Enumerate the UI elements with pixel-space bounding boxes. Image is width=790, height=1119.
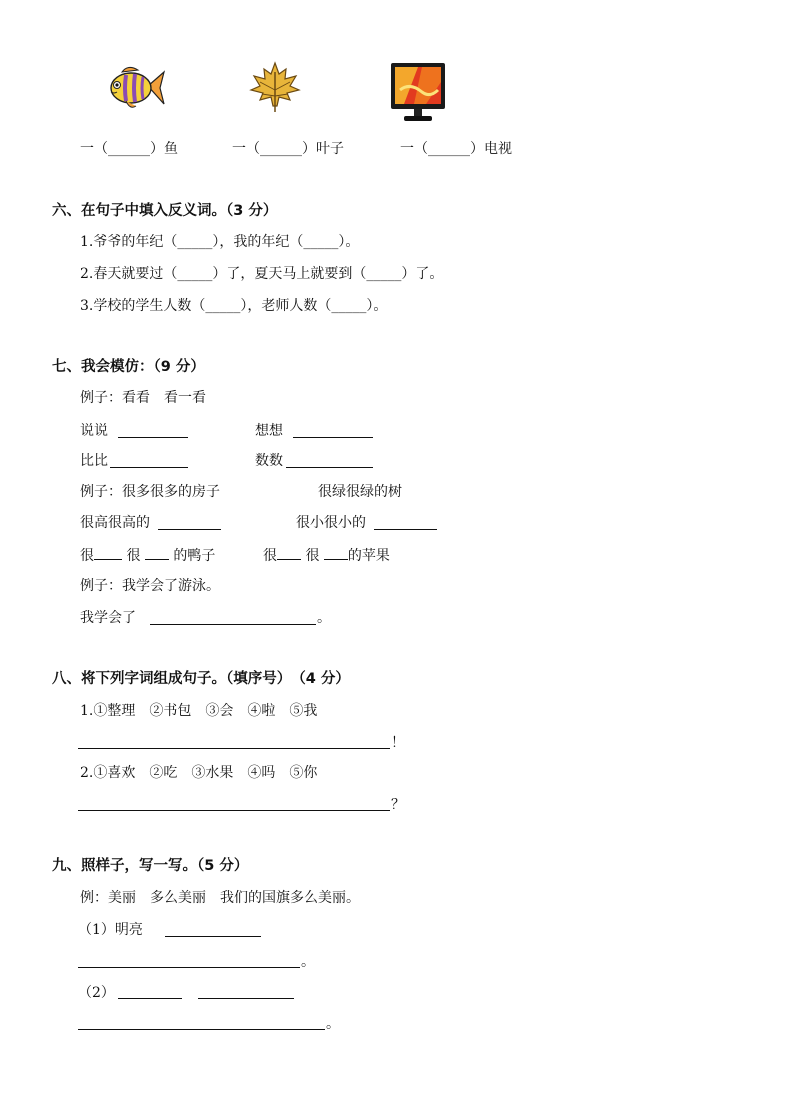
imitation-phrase-tall: 很高很高的 (80, 515, 150, 531)
imitation-word-shushu: 数数 (255, 453, 283, 469)
antonym-sentence-2[interactable]: 2.春天就要过（_____）了，夏天马上就要到（_____）了。 (80, 266, 444, 282)
imitation-sentence-prompt: 我学会了 (80, 610, 136, 626)
answer-line[interactable] (374, 529, 437, 530)
imitation-word-shuoshuo: 说说 (80, 423, 108, 439)
section-9-heading: 九、照样子，写一写。（5 分） (52, 858, 249, 874)
answer-line[interactable] (110, 467, 188, 468)
imitation-example-1: 例子：看看 看一看 (80, 390, 206, 406)
answer-line[interactable] (198, 998, 294, 999)
write-example: 例：美丽 多么美丽 我们的国旗多么美丽。 (80, 890, 360, 906)
answer-line[interactable] (165, 936, 261, 937)
sentence-end-mark: 。 (317, 610, 331, 626)
imitation-example-2-right: 很绿很绿的树 (318, 484, 402, 500)
answer-blank[interactable] (145, 545, 169, 560)
sentence-end-mark: 。 (326, 1016, 340, 1032)
answer-line[interactable] (286, 467, 373, 468)
imitation-duck-phrase: 很 很 的鸭子 (80, 545, 215, 565)
word-order-question-1: 1.①整理 ②书包 ③会 ④啦 ⑤我 (80, 703, 318, 719)
fish-measure-word-item: 一（______）鱼 (80, 141, 178, 157)
section-6-heading: 六、在句子中填入反义词。（3 分） (52, 203, 278, 219)
television-icon (388, 60, 448, 126)
antonym-sentence-1[interactable]: 1.爷爷的年纪（_____），我的年纪（_____）。 (80, 234, 360, 250)
answer-blank[interactable] (94, 545, 122, 560)
imitation-example-3: 例子：我学会了游泳。 (80, 578, 220, 594)
section-7-heading: 七、我会模仿：（9 分） (52, 359, 205, 375)
imitation-word-xiangxiang: 想想 (255, 423, 283, 439)
write-question-1: （1）明亮 (78, 922, 143, 938)
answer-blank[interactable] (277, 545, 301, 560)
fish-icon (104, 62, 166, 114)
tv-measure-word-item: 一（______）电视 (400, 141, 512, 157)
answer-line[interactable] (78, 748, 390, 749)
antonym-sentence-3[interactable]: 3.学校的学生人数（_____），老师人数（_____）。 (80, 298, 388, 314)
imitation-example-2-left: 例子：很多很多的房子 (80, 484, 220, 500)
answer-line[interactable] (78, 810, 390, 811)
answer-blank[interactable]: ______ (428, 141, 470, 157)
answer-line[interactable] (150, 624, 316, 625)
answer-line[interactable] (118, 998, 182, 999)
answer-line[interactable] (158, 529, 221, 530)
answer-blank[interactable]: ______ (260, 141, 302, 157)
answer-line[interactable] (78, 967, 300, 968)
answer-line[interactable] (118, 437, 188, 438)
maple-leaf-icon (248, 60, 302, 116)
write-question-2: （2） (78, 985, 115, 1001)
imitation-word-bibi: 比比 (80, 453, 108, 469)
answer-line[interactable] (78, 1029, 325, 1030)
imitation-apple-phrase: 很 很 的苹果 (263, 545, 390, 565)
answer-blank[interactable] (324, 545, 348, 560)
sentence-end-mark: 。 (301, 954, 315, 970)
leaf-measure-word-item: 一（______）叶子 (232, 141, 344, 157)
answer-blank[interactable]: ______ (108, 141, 150, 157)
question-mark: ？ (391, 797, 405, 813)
word-order-question-2: 2.①喜欢 ②吃 ③水果 ④吗 ⑤你 (80, 765, 318, 781)
imitation-phrase-small: 很小很小的 (296, 515, 366, 531)
answer-line[interactable] (293, 437, 373, 438)
exclamation-mark: ！ (391, 735, 405, 751)
section-8-heading: 八、将下列字词组成句子。（填序号） （4 分） (52, 671, 350, 687)
